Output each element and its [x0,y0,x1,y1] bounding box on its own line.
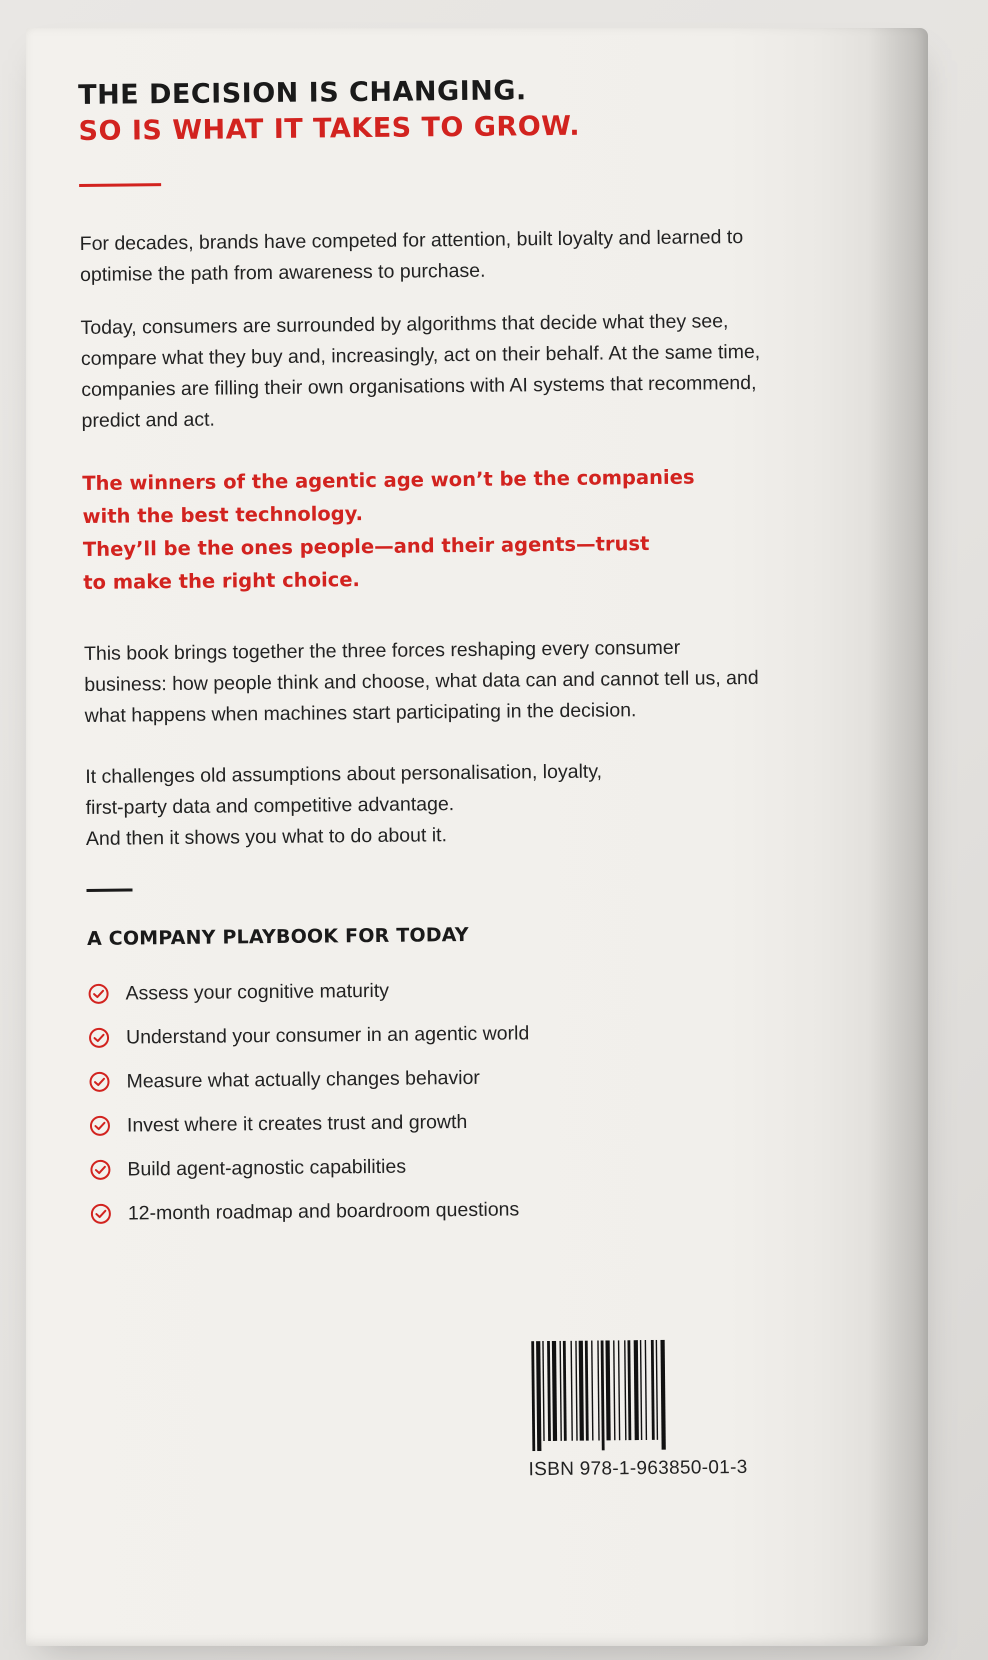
checklist-item [88,1009,768,1060]
barcode-icon [529,1339,744,1451]
headline-line-2: SO IS WHAT IT TAKES TO GROW. [78,110,581,147]
check-circle-icon [88,1071,110,1093]
checklist-item [89,1141,769,1192]
checklist-item [90,1185,770,1236]
pull-quote [82,460,763,599]
playbook-checklist [87,965,770,1236]
check-circle-icon [90,1203,112,1225]
checklist-item-label: Invest where it creates trust and growth [126,1110,468,1137]
checklist-item-label: Measure what actually changes behavior [126,1066,480,1093]
headline-line-1: THE DECISION IS CHANGING. [78,75,527,111]
checklist-item-label: 12-month roadmap and boardroom questions [127,1197,520,1225]
checklist-item [89,1097,769,1148]
checklist-item-label: Understand your consumer in an agentic world [125,1021,530,1049]
pull-quote-line: They’ll be the ones people—and their agents—trust [82,532,650,561]
red-divider [79,183,161,187]
barcode-block [527,1339,758,1481]
today-paragraph: Today, consumers are surrounded by algorithms that decide what they see, compare what they buy and, increasingly, act on their behalf. At the same time, companies are filling their own organisations with AI systems that recommend, predict and act. [80,310,761,432]
forces-paragraph: This book brings together the three forces reshaping every consumer business: how people think and choose, what data can and cannot tell us, and what happens when machines start participating in the decision. [83,636,759,727]
challenge-line: first-party data and competitive advantage. [85,793,455,819]
challenge-line: It challenges old assumptions about personalisation, loyalty, [85,760,603,788]
check-circle-icon [89,1115,111,1137]
challenge-paragraph [85,755,766,855]
checklist-item [88,1053,768,1104]
playbook-title: A COMPANY PLAYBOOK FOR TODAY [86,923,469,950]
check-circle-icon [88,1027,110,1049]
black-divider [86,888,132,891]
checklist-item [87,965,767,1016]
challenge-line: And then it shows you what to do about it. [85,824,448,850]
intro-paragraph: For decades, brands have competed for attention, built loyalty and learned to optimise the path from awareness to purchase. [79,226,744,286]
checklist-item-label: Build agent-agnostic capabilities [127,1155,407,1181]
check-circle-icon [89,1159,111,1181]
pull-quote-line: with the best technology. [82,502,364,528]
isbn-number: ISBN 978-1-963850-01-3 [528,1456,748,1481]
pull-quote-line: The winners of the agentic age won’t be the companies [82,465,695,495]
headline [78,71,759,150]
back-cover-content [78,71,770,1236]
book-spine-edge [868,28,928,1646]
checklist-item-label: Assess your cognitive maturity [125,979,390,1005]
check-circle-icon [87,983,109,1005]
pull-quote-line: to make the right choice. [83,568,361,594]
